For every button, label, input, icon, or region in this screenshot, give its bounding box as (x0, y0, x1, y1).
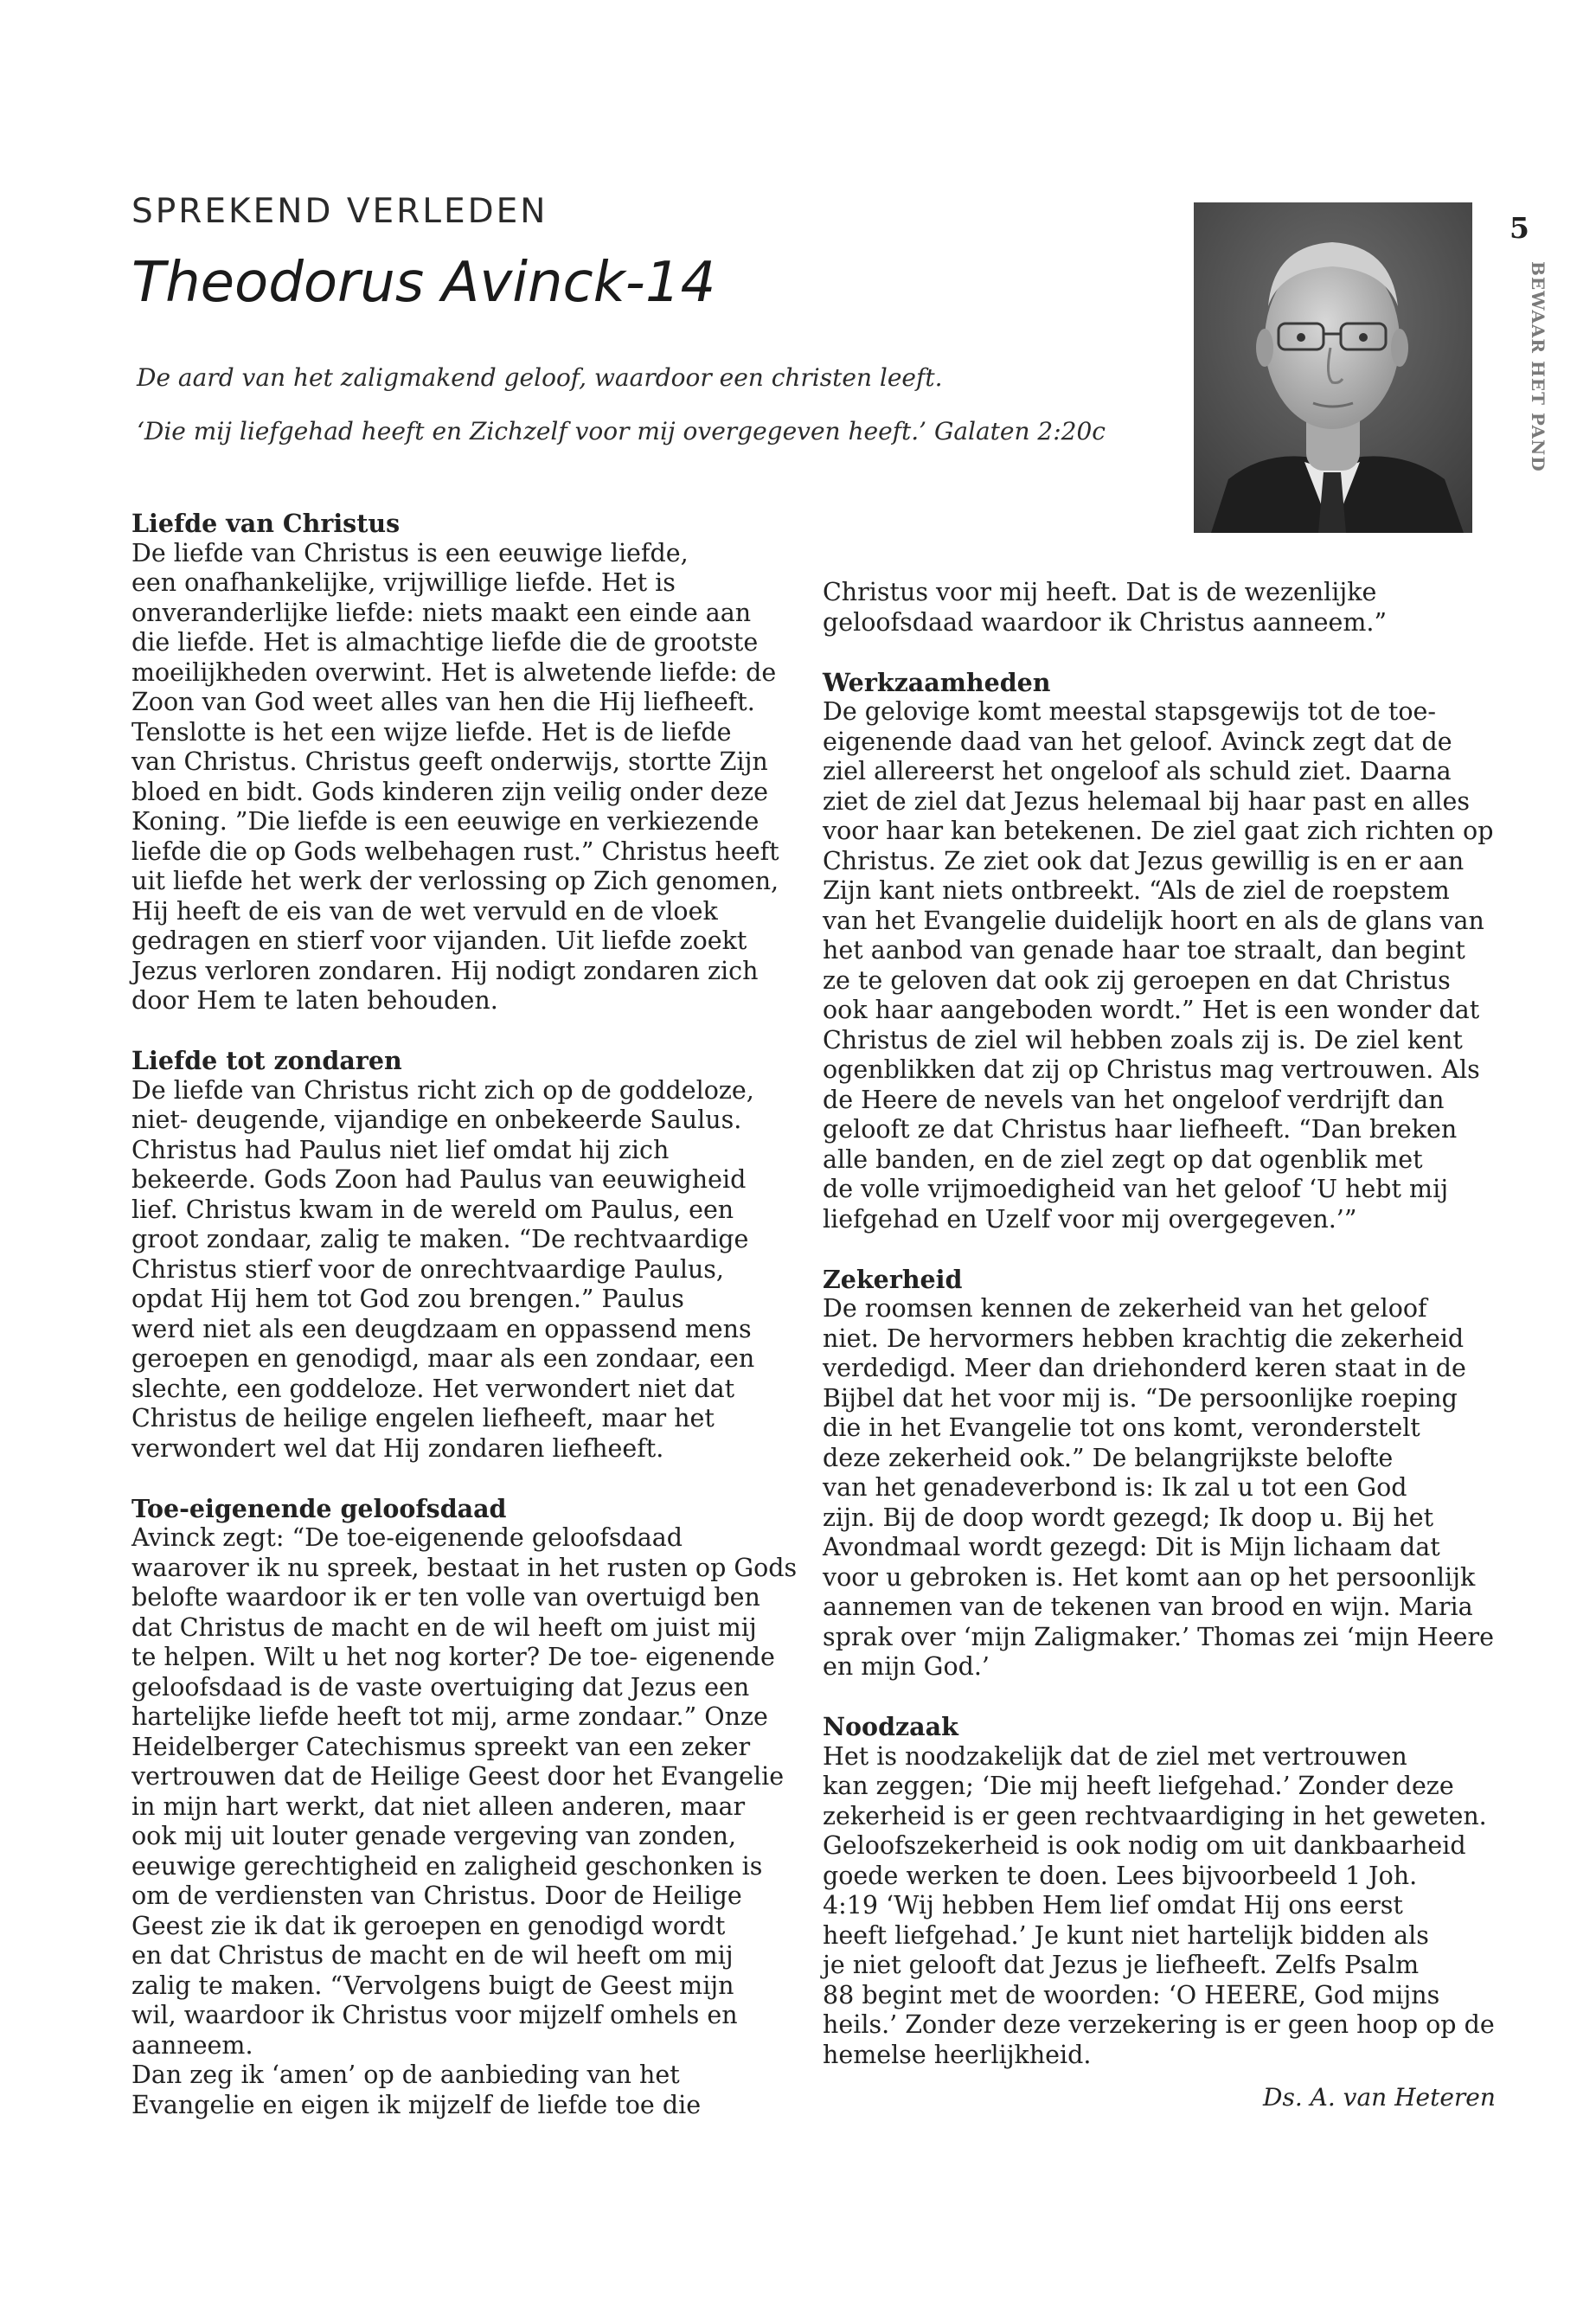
body-text-line: waarover ik nu spreek, bestaat in het rusten op Gods (131, 1553, 798, 1582)
body-text-line: eigenende daad van het geloof. Avinck zegt dat de (823, 727, 1452, 756)
paragraph-spacer (823, 638, 1480, 668)
body-text-line: om de verdiensten van Christus. Door de Heilige (131, 1881, 742, 1910)
body-text-line: ook haar aangeboden wordt.” Het is een wonder dat (823, 996, 1480, 1024)
body-text-line: de Heere de nevels van het ongeloof verdrijft dan (823, 1085, 1445, 1114)
intro-line-1: De aard van het zaligmakend geloof, waardoor een christen leeft. (137, 363, 943, 392)
body-text-line: Heidelberger Catechismus spreekt van een zeker (131, 1732, 751, 1761)
left-column (131, 509, 798, 2120)
body-text-line: Tenslotte is het een wijze liefde. Het is de liefde (131, 717, 732, 747)
portrait-illustration (1194, 202, 1472, 533)
body-text-line: De liefde van Christus is een eeuwige liefde, (131, 538, 689, 567)
body-text-line: in mijn hart werkt, dat niet alleen anderen, maar (131, 1791, 746, 1821)
body-text-line: liefde die op Gods welbehagen rust.” Christus heeft (131, 836, 779, 866)
body-text-line: goede werken te doen. Lees bijvoorbeeld 1 Joh. (823, 1861, 1418, 1890)
body-text-line: voor u gebroken is. Het komt aan op het persoonlijk (823, 1562, 1476, 1592)
body-text-line: je niet gelooft dat Jezus je liefheeft. Zelfs Psalm (823, 1951, 1420, 1979)
body-text-line: van het Evangelie duidelijk hoort en als de glans van (823, 906, 1484, 935)
body-text-line: verwondert wel dat Hij zondaren liefheeft. (131, 1433, 664, 1463)
body-text-line: gelooft ze dat Christus haar liefheeft. “Dan breken (823, 1115, 1458, 1144)
body-text-line: door Hem te laten behouden. (131, 986, 498, 1015)
body-text-line: ziel allereerst het ongeloof als schuld ziet. Daarna (823, 757, 1452, 785)
body-text-line: 88 begint met de woorden: ‘O HEERE, God mijns (823, 1980, 1440, 2009)
page-number: 5 (1509, 211, 1529, 245)
section-heading: Liefde tot zondaren (131, 1046, 402, 1075)
body-text-line: opdat Hij hem tot God zou brengen.” Paulus (131, 1285, 684, 1313)
paragraph-spacer (131, 1016, 789, 1047)
body-text-line: De liefde van Christus richt zich op de goddeloze, (131, 1075, 754, 1105)
body-text-line: Zoon van God weet alles van hen die Hij liefheeft. (131, 688, 755, 716)
article-title: Theodorus Avinck-14 (131, 251, 716, 315)
body-text-line: heils.’ Zonder deze verzekering is er geen hoop op de (823, 2010, 1495, 2039)
body-text-line: bloed en bidt. Gods kinderen zijn veilig onder deze (131, 777, 769, 806)
body-text-line: lief. Christus kwam in de wereld om Paulus, een (131, 1195, 734, 1224)
body-text-line: zalig te maken. “Vervolgens buigt de Geest mijn (131, 1971, 734, 2000)
author-portrait (1194, 202, 1472, 533)
body-text-line: ogenblikken dat zij op Christus mag vertrouwen. Als (823, 1055, 1480, 1084)
section-heading: Werkzaamheden (823, 667, 1051, 697)
body-text-line: hemelse heerlijkheid. (823, 2040, 1092, 2069)
body-text-line: Christus had Paulus niet lief omdat hij zich (131, 1135, 670, 1164)
body-text-line: Dan zeg ik ‘amen’ op de aanbieding van het (131, 2061, 680, 2089)
body-text-line: onveranderlijke liefde: niets maakt een einde aan (131, 598, 752, 627)
magazine-side-title: BEWAAR HET PAND (1528, 261, 1548, 472)
section-heading: Noodzaak (823, 1712, 958, 1741)
body-text-line: aannemen van de tekenen van brood en wijn. Maria (823, 1593, 1473, 1621)
body-text-line: van Christus. Christus geeft onderwijs, stortte Zijn (131, 747, 768, 776)
intro-line-2: ‘Die mij liefgehad heeft en Zichzelf voor mij overgegeven heeft.’ Galaten 2:20c (137, 417, 1106, 445)
body-text-line: Jezus verloren zondaren. Hij nodigt zondaren zich (131, 956, 759, 985)
paragraph-spacer (131, 1464, 789, 1494)
body-text-line: moeilijkheden overwint. Het is alwetende liefde: de (131, 657, 777, 687)
body-text-line: dat Christus de macht en de wil heeft om juist mij (131, 1612, 757, 1642)
body-text-line: hartelijke liefde heeft tot mij, arme zondaar.” Onze (131, 1702, 768, 1731)
body-text-line: Zijn kant niets ontbreekt. “Als de ziel de roepstem (823, 876, 1450, 905)
body-text-line: ook mij uit louter genade vergeving van zonden, (131, 1822, 737, 1850)
body-text-line: alle banden, en de ziel zegt op dat ogenblik met (823, 1144, 1423, 1174)
body-text-line: groot zondaar, zalig te maken. “De rechtvaardige (131, 1225, 749, 1253)
body-text-line: Christus de heilige engelen liefheeft, maar het (131, 1404, 715, 1433)
body-text-line: ze te geloven dat ook zij geroepen en dat Christus (823, 965, 1451, 995)
section-heading: Zekerheid (823, 1264, 963, 1294)
body-text-line: die in het Evangelie tot ons komt, veronderstelt (823, 1413, 1420, 1442)
body-text-line: geloofsdaad is de vaste overtuiging dat Jezus een (131, 1672, 750, 1702)
body-text-line: werd niet als een deugdzaam en oppassend mens (131, 1314, 752, 1343)
body-text-line: heeft liefgehad.’ Je kunt niet hartelijk bidden als (823, 1920, 1429, 1950)
body-text-line: aanneem. (131, 2030, 253, 2060)
body-text-line: De roomsen kennen de zekerheid van het geloof (823, 1294, 1427, 1323)
body-text-line: Koning. ”Die liefde is een eeuwige en verkiezende (131, 807, 760, 836)
body-text-line: Avinck zegt: “De toe-eigenende geloofsdaad (131, 1523, 683, 1552)
body-text-line: gedragen en stierf voor vijanden. Uit liefde zoekt (131, 926, 747, 955)
body-text-line: eeuwige gerechtigheid en zaligheid geschonken is (131, 1851, 763, 1881)
body-text-line: deze zekerheid ook.” De belangrijkste belofte (823, 1443, 1394, 1472)
body-text-line: sprak over ‘mijn Zaligmaker.’ Thomas zei ‘mijn Heere (823, 1622, 1494, 1651)
body-text-line: geloofsdaad waardoor ik Christus aanneem.” (823, 607, 1388, 637)
body-text-line: het aanbod van genade haar toe straalt, dan begint (823, 936, 1465, 965)
body-text-line: kan zeggen; ‘Die mij heeft liefgehad.’ Zonder deze (823, 1772, 1454, 1800)
body-text-line: de volle vrijmoedigheid van het geloof ‘U hebt mij (823, 1175, 1449, 1203)
body-text-line: een onafhankelijke, vrijwillige liefde. Het is (131, 568, 676, 597)
body-text-line: liefgehad en Uzelf voor mij overgegeven.’” (823, 1204, 1357, 1234)
body-text-line: verdedigd. Meer dan driehonderd keren staat in de (823, 1354, 1466, 1382)
body-text-line: Bijbel dat het voor mij is. “De persoonlijke roeping (823, 1383, 1458, 1413)
body-text-line: zijn. Bij de doop wordt gezegd; Ik doop u. Bij het (823, 1503, 1434, 1532)
body-text-line: De gelovige komt meestal stapsgewijs tot de toe- (823, 697, 1436, 726)
body-text-line: Christus de ziel wil hebben zoals zij is. De ziel kent (823, 1025, 1463, 1054)
body-text-line: Het is noodzakelijk dat de ziel met vertrouwen (823, 1741, 1407, 1771)
body-text-line: niet. De hervormers hebben krachtig die zekerheid (823, 1324, 1465, 1353)
body-text-line: ziet de ziel dat Jezus helemaal bij haar past en alles (823, 786, 1470, 816)
body-text-line: voor haar kan betekenen. De ziel gaat zich richten op (823, 817, 1494, 845)
body-text-line: Geest zie ik dat ik geroepen en genodigd wordt (131, 1911, 726, 1940)
right-column (823, 578, 1495, 2070)
author-signature: Ds. A. van Heteren (1263, 2083, 1496, 2112)
section-heading: Liefde van Christus (131, 509, 401, 538)
paragraph-spacer (823, 1682, 1480, 1713)
body-text-line: van het genadeverbond is: Ik zal u tot een God (823, 1473, 1407, 1502)
body-text-line: die liefde. Het is almachtige liefde die de grootste (131, 628, 759, 657)
section-heading: Toe-eigenende geloofsdaad (131, 1493, 507, 1523)
paragraph-spacer (823, 1234, 1480, 1265)
body-text-line: vertrouwen dat de Heilige Geest door het Evangelie (131, 1762, 785, 1791)
body-text-line: belofte waardoor ik er ten volle van overtuigd ben (131, 1583, 760, 1612)
body-text-line: 4:19 ‘Wij hebben Hem lief omdat Hij ons eerst (823, 1891, 1403, 1920)
body-text-line: Geloofszekerheid is ook nodig om uit dankbaarheid (823, 1831, 1466, 1860)
body-text-line: Evangelie en eigen ik mijzelf de liefde toe die (131, 2090, 702, 2119)
section-kicker: SPREKEND VERLEDEN (131, 192, 548, 231)
body-text-line: bekeerde. Gods Zoon had Paulus van eeuwigheid (131, 1165, 747, 1194)
body-text-line: en dat Christus de macht en de wil heeft om mij (131, 1941, 734, 1970)
body-text-line: Hij heeft de eis van de wet vervuld en de vloek (131, 896, 718, 926)
body-text-line: Christus. Ze ziet ook dat Jezus gewillig is en er aan (823, 846, 1465, 875)
body-text-line: niet- deugende, vijandige en onbekeerde Saulus. (131, 1106, 742, 1134)
body-text-line: geroepen en genodigd, maar als een zondaar, een (131, 1344, 755, 1373)
body-text-line: wil, waardoor ik Christus voor mijzelf omhels en (131, 2001, 738, 2029)
body-text-line: Christus stierf voor de onrechtvaardige Paulus, (131, 1254, 724, 1284)
body-text-line: uit liefde het werk der verlossing op Zich genomen, (131, 867, 779, 895)
body-text-line: Avondmaal wordt gezegd: Dit is Mijn lichaam dat (823, 1533, 1440, 1561)
body-text-line: zekerheid is er geen rechtvaardiging in het geweten. (823, 1801, 1487, 1830)
body-text-line: Christus voor mij heeft. Dat is de wezenlijke (823, 578, 1377, 606)
body-text-line: en mijn God.’ (823, 1652, 990, 1681)
body-text-line: slechte, een goddeloze. Het verwondert niet dat (131, 1374, 735, 1403)
body-text-line: te helpen. Wilt u het nog korter? De toe- eigenende (131, 1643, 775, 1671)
